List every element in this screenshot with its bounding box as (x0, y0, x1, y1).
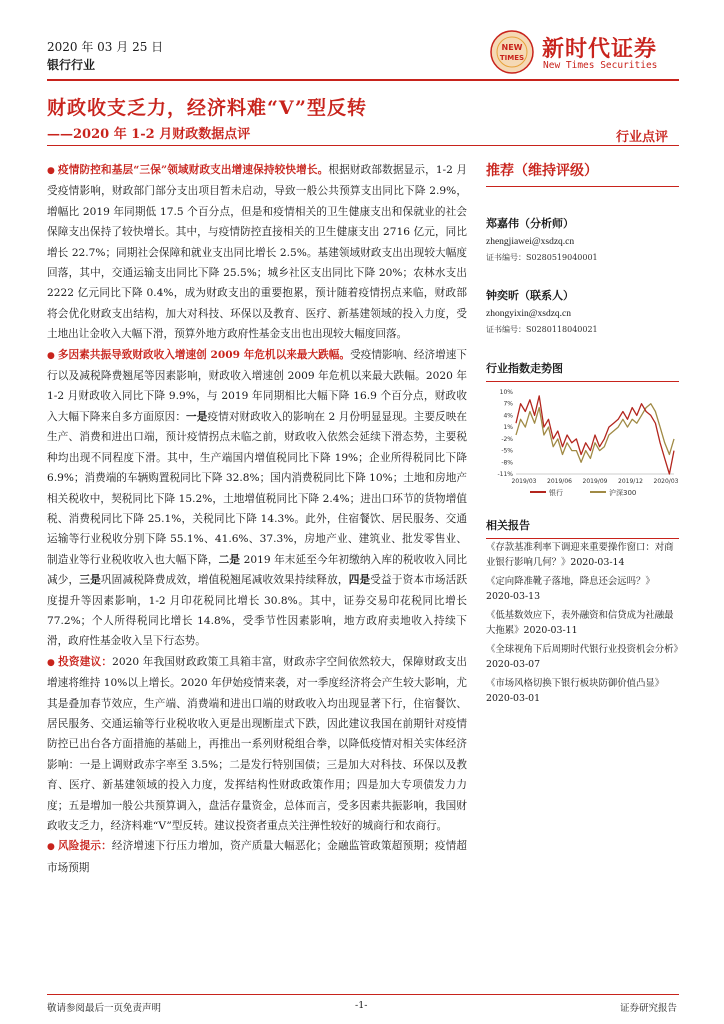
paragraph-lead: 风险提示： (58, 840, 112, 853)
report-type: 行业点评 (616, 130, 669, 145)
analyst-cert: 证书编号：S0280118040021 (486, 325, 598, 334)
logo-mark-line1: NEW (501, 43, 523, 52)
footer-disclaimer: 敬请参阅最后一页免责声明 (47, 1003, 162, 1014)
related-report-link[interactable]: 《市场风格切换下银行板块防御价值凸显》2020-03-01 (486, 678, 665, 704)
keyword: 三是 (79, 574, 101, 587)
bullet-icon: ● (47, 657, 56, 668)
paragraph-text: 受疫情影响、经济增速下行以及减税降费翘尾等因素影响，财政收入增速创 2009 年危机以来最大跌幅。2020 年 1-2 月财政收入同比下降 9.9%，与 2019 年同期相比大幅下降 16.9 个百分点，财政收入大幅下降来自多方面原因： (47, 348, 468, 423)
paragraph-text: 疫情对财政收入的影响在 2 月份明显显现。主要反映在生产、消费和进出口端，预计疫情拐点未临之前，财政收入依然会延续下滑态势，主要税种均出现不同程度下滑。其中，生产端国内增值税同比下降 19%；企业所得税同比下降 6.9%；消费端的车辆购置税同比下降 32.8%；国内消费税同比下降 10%；土地和房地产相关税收中，契税同比下降 15.2%，土地增值税同比下降 2.4%；进出口环节的货物增值税、消费税同比下降 25.1%，关税同比下降 14.3%。此外，住宿餐饮、居民服务、交通运输等行业税收分别下降 55.1%、41.6%、37.3%，房地产业、建筑业、批发零售业、制造业等行业税收收入也大幅下降， (47, 410, 467, 566)
series-line-csi300 (516, 404, 674, 463)
analyst-name: 钟奕昕（联系人） (486, 289, 574, 302)
report-subtitle: ——2020 年 1-2 月财政数据点评 (47, 127, 251, 142)
paragraph-text: 受益于资本市场活跃度提升等因素影响，1-2 月印花税同比增长 30.8%。其中，证券交易印花税同比增长 77.2%；个人所得税同比增长 14.8%，受季节性因素影响，地方政府卖地收入持续下滑，政府性基金收入呈下行态势。 (47, 574, 468, 648)
bullet-icon: ● (47, 842, 56, 853)
related-reports-title: 相关报告 (486, 517, 679, 539)
legend-label-csi300: 沪深300 (609, 489, 637, 497)
analyst-1 (486, 215, 679, 263)
related-report-link[interactable]: 《全球视角下后周期时代银行业投资机会分析》2020-03-07 (486, 644, 679, 670)
index-trend-chart (486, 384, 679, 502)
paragraph-lead: 疫情防控和基层“三保”领域财政支出增速保持较快增长。 (58, 164, 329, 176)
new-times-logo-icon (490, 30, 534, 74)
related-report-link[interactable]: 《低基数效应下，表外融资和信贷成为社融最大拖累》2020-03-11 (486, 610, 674, 636)
x-tick-label: 2019/09 (582, 478, 608, 485)
keyword: 一是 (186, 410, 208, 423)
rating-label: 推荐（维持评级） (486, 160, 679, 187)
y-tick-label: 4% (503, 412, 513, 420)
industry-label: 银行行业 (47, 58, 96, 72)
bullet-icon: ● (47, 166, 56, 176)
paragraph-lead: 多因素共振导致财政收入增速创 2009 年危机以来最大跌幅。 (57, 348, 351, 361)
paragraph-text: 根据财政部数据显示，1-2 月受疫情影响，财政部门部分支出项目暂未启动，导致一般公共预算支出同比下降 2.9%，增幅比 2019 年同期低 17.5 个百分点，但是和疫情相关的卫生健康支出和保就业的社会保障支出保持了较快增长。其中，与疫情防控直接相关的卫生健康支出 2716 亿元，同比增长 22.7%；同期社会保障和就业支出同比增长 2.5%。基建领域财政支出出现较大幅度回落，其中，交通运输支出同比下降 25.5%；城乡社区支出同比下降 20%；农林水支出 2222 亿元同比下降 0.4%，成为财政支出的重要抱累，预计随着疫情拐点来临，财政部将会优化财政支出结构，加大对科技、环保以及教育、医疗、新基建领域的投入力度，受土地出让金收入大幅下滑，预算外地方政府性基金支出也出现较大幅度回落。 (47, 164, 467, 341)
paragraph-text: 2020 年我国财政政策工具箱丰富，财政赤字空间依然较大，保障财政支出增速将维持 10%以上增长。2020 年伊始疫情来袭，对一季度经济将会产生较大影响，尤其是叠加春节效应，生产端、消费端和进出口端的财政收入均出现显著下行，住宿餐饮、居民服务、交通运输等行业税收收入更是出现断崖式下跌，因此建议我国在前期针对疫情防控已出台各方面措施的基础上，再推出一系列财税组合拳，以降低疫情对相关实体经济影响：一是上调财政赤字率至 3.5%；二是发行特别国债；三是加大对科技、环保以及教育、医疗、新基建领域的投入力度，发挥结构性财政政策作用；四是加大专项债发力力度；五是增加一般公共预算调入，盘活存量资金，总体而言，受多因素共振影响，我国财政收支乏力，经济料难“V”型反转。建议投资者重点关注弹性较好的城商行和农商行。 (47, 655, 468, 832)
analyst-name: 郑嘉伟（分析师） (486, 217, 574, 230)
page-number: -1- (355, 1000, 368, 1011)
logo-chinese-name: 新时代证券 (542, 36, 658, 62)
keyword: 四是 (348, 574, 371, 587)
y-tick-label: -11% (497, 471, 513, 478)
paragraph-revenue (47, 345, 467, 652)
analyst-2 (486, 287, 679, 335)
footer-report-type: 证券研究报告 (620, 1003, 678, 1014)
y-tick-label: -8% (501, 459, 513, 467)
related-report-link[interactable]: 《定向降准靴子落地，降息还会远吗？》2020-03-13 (486, 576, 655, 602)
paragraph-lead: 投资建议： (58, 655, 113, 668)
main-text-column (47, 160, 467, 878)
footer-rule (47, 994, 679, 995)
bullet-icon: ● (47, 350, 55, 361)
chart-svg (486, 384, 679, 502)
header-rule (47, 79, 679, 81)
y-tick-label: 10% (499, 389, 513, 396)
legend-label-bank: 银行 (549, 489, 563, 497)
report-title: 财政收支乏力，经济料难“V”型反转 (47, 97, 367, 119)
company-logo (490, 30, 700, 76)
logo-english-name: New Times Securities (543, 60, 658, 71)
paragraph-risk (47, 836, 467, 878)
y-tick-label: 7% (503, 400, 513, 408)
paragraph-text: 2019 年末延至今年初缴纳入库的税收收入同比减少， (47, 553, 468, 587)
analyst-email[interactable]: zhongyixin@xsdzq.cn (486, 309, 571, 319)
title-rule (47, 145, 679, 146)
y-tick-label: -5% (501, 447, 513, 455)
x-tick-label: 2019/06 (547, 478, 572, 485)
analyst-cert: 证书编号：S0280519040001 (486, 253, 598, 262)
y-tick-label: 1% (503, 424, 513, 432)
paragraph-spending (47, 160, 467, 345)
related-report-link[interactable]: 《存款基准利率下调迎来重要操作窗口：对商业银行影响几何？》2020-03-14 (486, 542, 674, 568)
y-tick-label: -2% (501, 435, 513, 443)
keyword: 二是 (218, 553, 241, 566)
chart-section-title: 行业指数走势图 (486, 360, 679, 382)
sidebar (486, 160, 679, 335)
logo-mark-line2: TIMES (499, 54, 525, 62)
paragraph-text: 经济增速下行压力增加，资产质量大幅恶化；金融监管政策超预期；疫情超市场预期 (47, 840, 468, 874)
report-date: 2020 年 03 月 25 日 (47, 40, 164, 54)
related-reports-list (486, 540, 679, 710)
analyst-email[interactable]: zhengjiawei@xsdzq.cn (486, 237, 575, 247)
paragraph-text: 巩固减税降费成效，增值税翘尾减收效果持续释放， (100, 574, 349, 587)
x-tick-label: 2019/12 (618, 478, 643, 485)
x-tick-label: 2019/03 (511, 478, 537, 485)
x-tick-label: 2020/03 (653, 478, 679, 485)
paragraph-investment (47, 652, 467, 837)
